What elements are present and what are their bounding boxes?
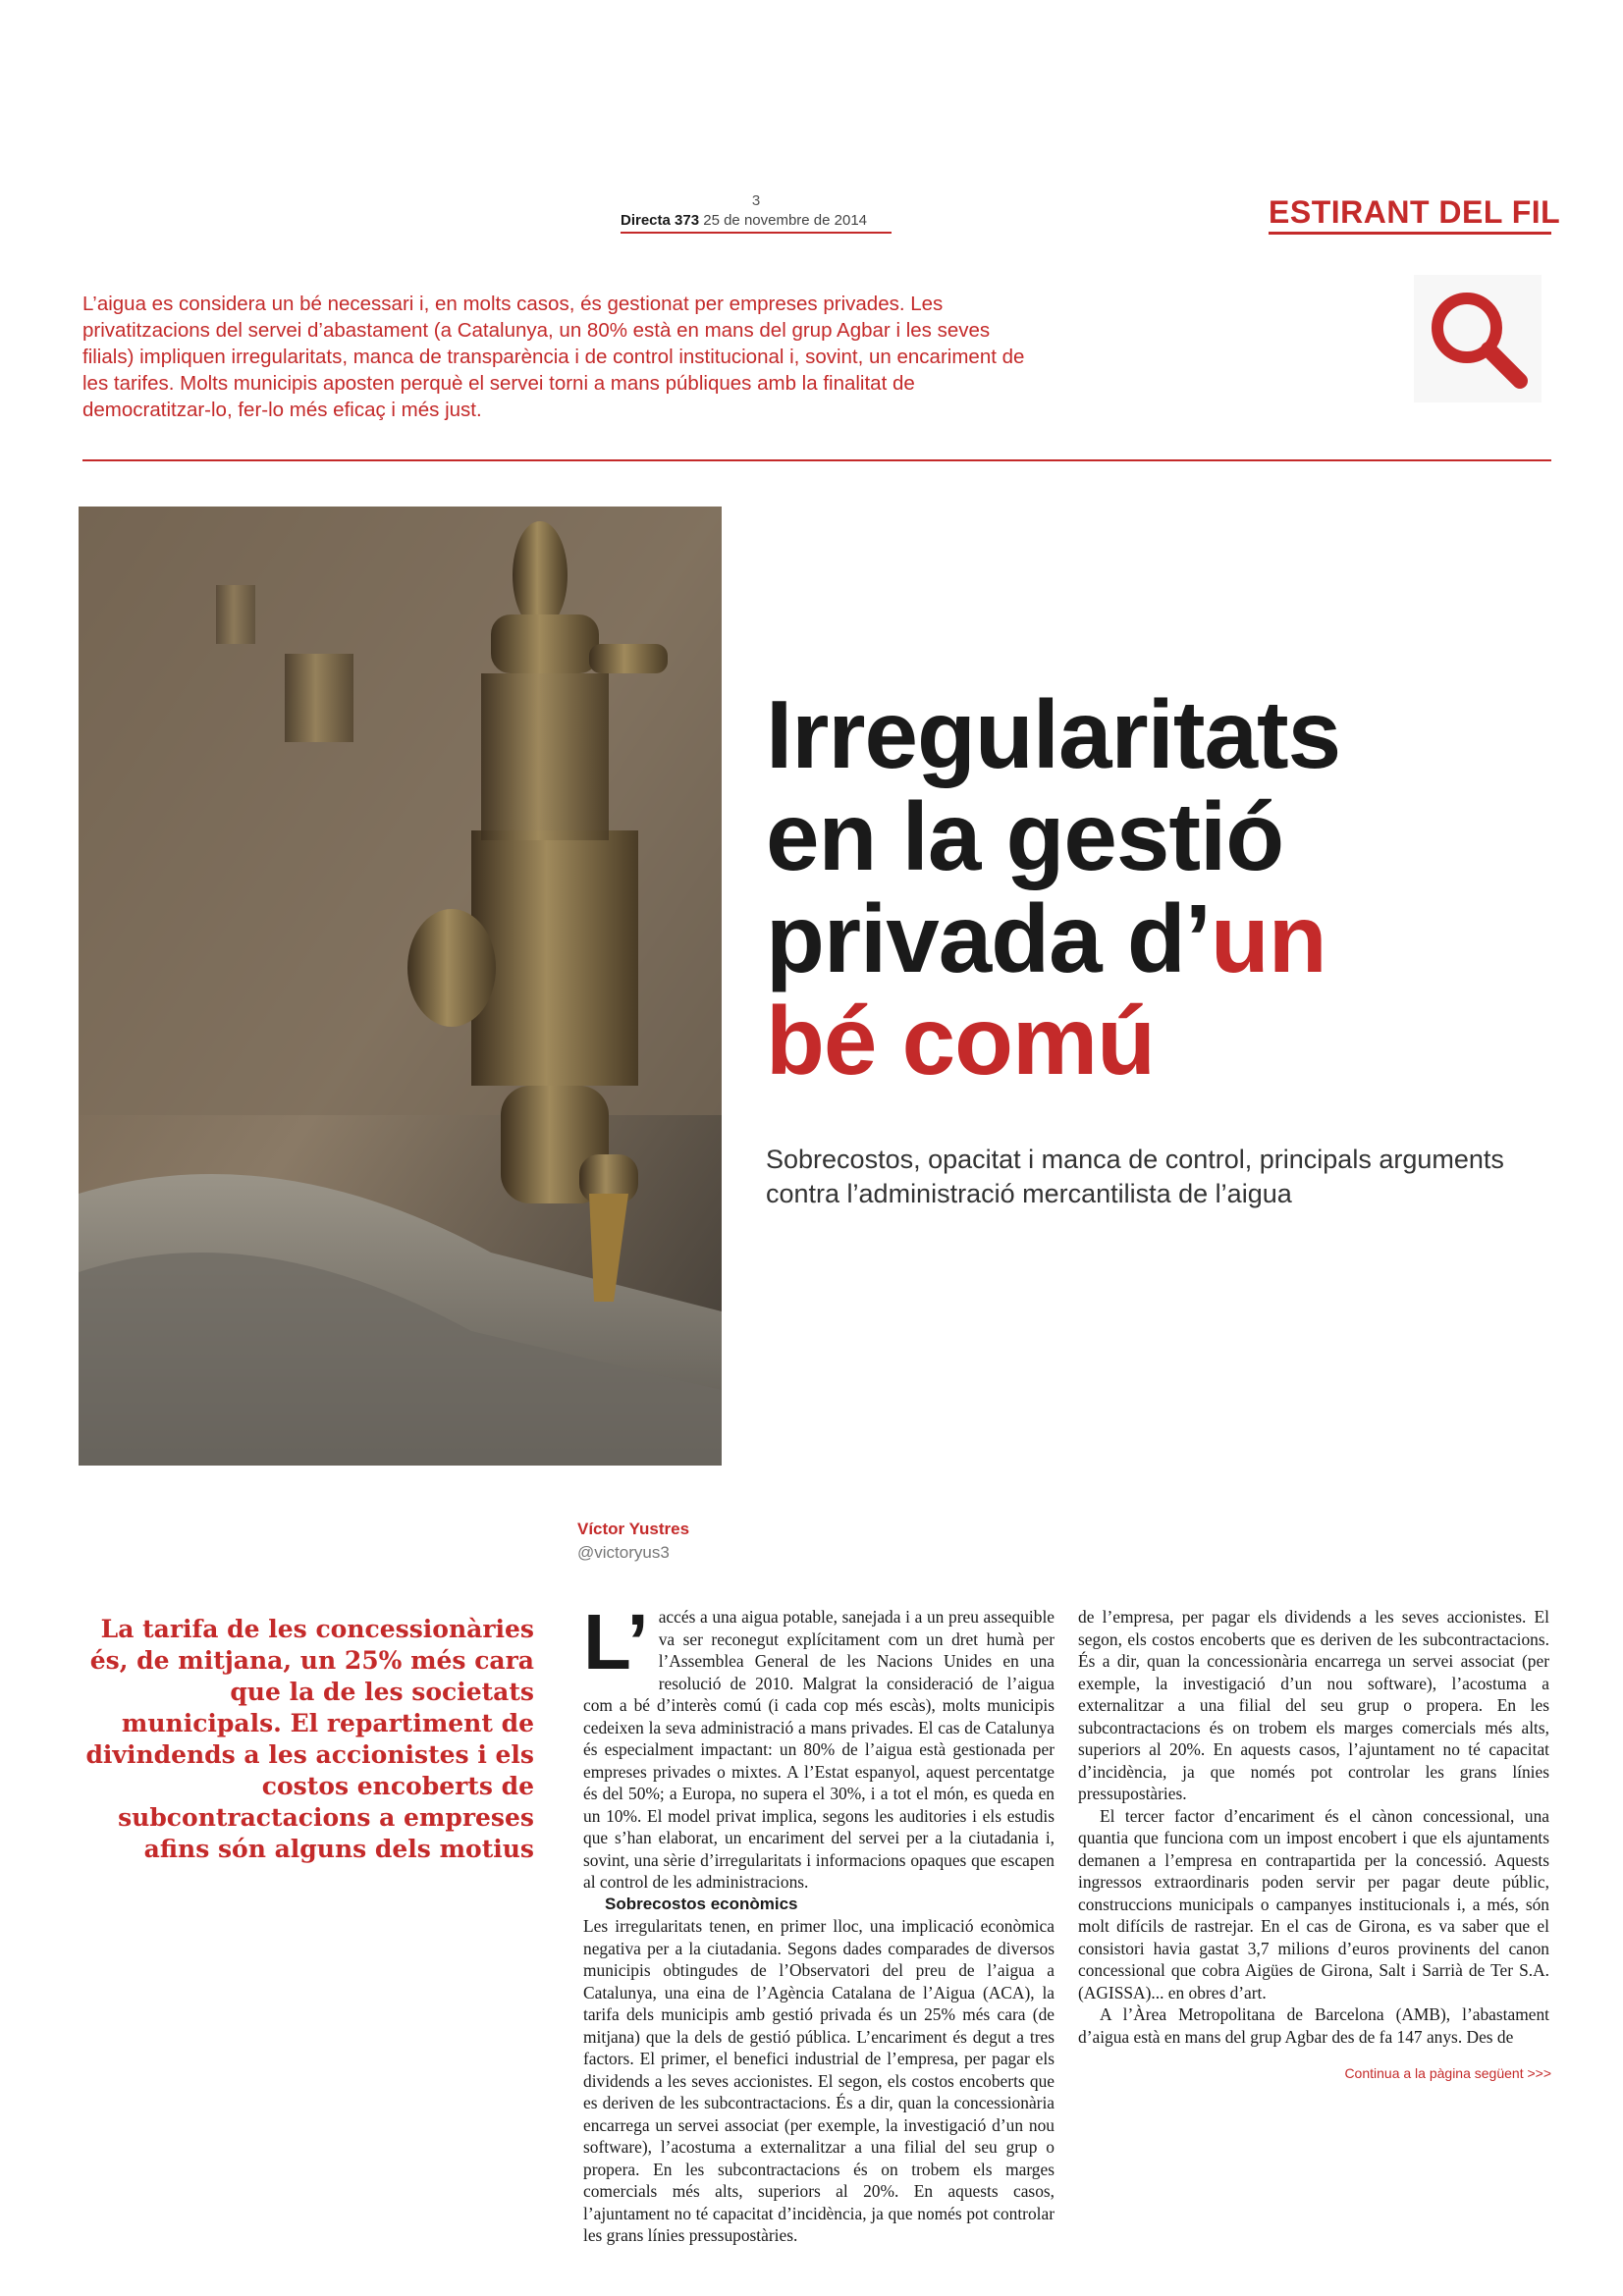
publication-date: 25 de novembre de 2014 xyxy=(703,212,868,229)
search-icon xyxy=(1414,275,1542,402)
body-paragraph-2: Les irregularitats tenen, en primer lloc, una implicació econòmica negativa per a la ciutadania. Segons dades comparades de diversos municipis obtingudes de l’Observatori del preu de l’aigua a Catalunya, una eina de l’Agència Catalana de l’Aigua (ACA), la tarifa dels municipis amb gestió privada és un 25% més cara (de mitjana) que la dels de gestió pública. L’encariment és degut a tres factors. El primer, el benefici industrial de l’empresa, per pagar els dividends a les seves accionistes. El segon, els costos encoberts que es deriven de les subcontractacions. És a dir, quan la concessionària encarrega un servei associat (per exemple, la investigació d’un nou software), l’acostuma a externalitzar a una filial del seu grup o propera. En les subcontractacions és on trobem els marges comercials més alts, superiors al 20%. En aquests casos, l’ajuntament no té capacitat d’incidència, ja que només pot controlar les grans línies pressupostàries. xyxy=(583,1916,1055,2245)
page-number: 3 xyxy=(751,192,761,209)
headline-line-1: Irregularitats xyxy=(766,680,1341,788)
body-paragraph-1-text: accés a una aigua potable, sanejada i a un preu assequible va ser reconegut explícitament com un dret humà per l’Assemblea General de les Nacions Unides en una resolució de 2010. Malgrat la consideració de l’aigua com a bé d’interès comú (i cada cop més escàs), molts municipis cedeixen la seva administració a mans privades. El cas de Catalunya és especialment impactant: un 80% de l’aigua està gestionada per empreses privades o mixtes. A l’Estat espanyol, aquest percentatge és del 50%; a Europa, no supera el 30%, i a tot el món, es queda en un 10%. El model privat implica, segons les auditories i els estudis que s’han elaborat, un encariment del servei per a la ciutadania i, sovint, una sèrie d’irregularitats i informacions opaques que escapen al control de les administracions. xyxy=(583,1607,1055,1892)
body-subhead: Sobrecostos econòmics xyxy=(605,1894,798,1913)
headline-line-4: bé comú xyxy=(766,987,1155,1095)
publication-name: Directa 373 xyxy=(621,212,700,229)
header-rule-right xyxy=(1269,232,1551,235)
author-name: Víctor Yustres xyxy=(577,1520,690,1538)
body-paragraph-2-continued: de l’empresa, per pagar els dividends a les seves accionistes. El segon, els costos encoberts que es deriven de les subcontractacions. És a dir, quan la concessionària encarrega un servei associat (per exemple, la investigació d’un nou software), l’acostuma a externalitzar a una filial del seu grup o propera. En les subcontractacions és on trobem els marges comercials més alts, superiors al 20%. En aquests casos, l’ajuntament no té capacitat d’incidència, ja que només pot controlar les grans línies pressupostàries. xyxy=(1078,1607,1549,1803)
body-column-1 xyxy=(583,1598,1055,2245)
headline-line-3-red: un xyxy=(1210,884,1326,992)
intro-rule xyxy=(82,459,1551,461)
header-rule-left xyxy=(621,232,892,234)
continue-link[interactable]: Continua a la pàgina següent >>> xyxy=(1344,2065,1551,2081)
subtitle: Sobrecostos, opacitat i manca de control, principals arguments contra l’administració mercantilista de l’aigua xyxy=(766,1145,1504,1208)
intro-text: L’aigua es considera un bé necessari i, en molts casos, és gestionat per empreses privades. Les privatitzacions del servei d’abastament (a Catalunya, un 80% està en mans del grup Agbar i les seves filials) impliquen irregularitats, manca de transparència i de control institucional i, sovint, un encariment de les tarifes. Molts municipis aposten perquè el servei torni a mans públiques amb la finalitat de democratitzar-lo, fer-lo més eficaç i més just. xyxy=(82,293,1025,421)
headline xyxy=(766,680,1532,1095)
body-paragraph-3: El tercer factor d’encariment és el cànon concessional, una quantia que funciona com un impost encobert i que els ajuntaments demanen a l’empresa en contrapartida per la concessió. Aquests ingressos extraordinaris poden servir per pagar deute públic, construccions municipals o campanyes institucionals i, a més, són molt difícils de rastrejar. En el cas de Girona, es va saber que el consistori havia gastat 3,7 milions d’euros provinents del canon concessional que cobra Aigües de Girona, Salt i Sarrià de Ter S.A. (AGISSA)... en obres d’art. xyxy=(1078,1805,1549,2002)
headline-line-3 xyxy=(766,884,1532,992)
section-title: ESTIRANT DEL FIL xyxy=(1269,194,1561,230)
headline-line-2: en la gestió xyxy=(766,782,1284,890)
pull-quote: La tarifa de les concessionàries és, de mitjana, un 25% més cara que la de les societats municipals. El repartiment de divindends a les accionistes i els costos encoberts de subcontractacions a empreses afins són alguns dels motius xyxy=(85,1615,534,1863)
body-paragraph-4: A l’Àrea Metropolitana de Barcelona (AMB), l’abastament d’aigua està en mans del grup Agbar des de fa 147 anys. Des de xyxy=(1078,2004,1549,2047)
publication-line xyxy=(621,212,867,229)
body-paragraph-1 xyxy=(583,1598,1055,1894)
author-handle[interactable]: @victoryus3 xyxy=(577,1543,670,1562)
headline-line-3-black: privada d’ xyxy=(766,884,1211,992)
body-column-2 xyxy=(1078,1606,1549,2048)
water-tap-photo xyxy=(79,507,722,1466)
drop-cap: L’ xyxy=(583,1598,649,1685)
